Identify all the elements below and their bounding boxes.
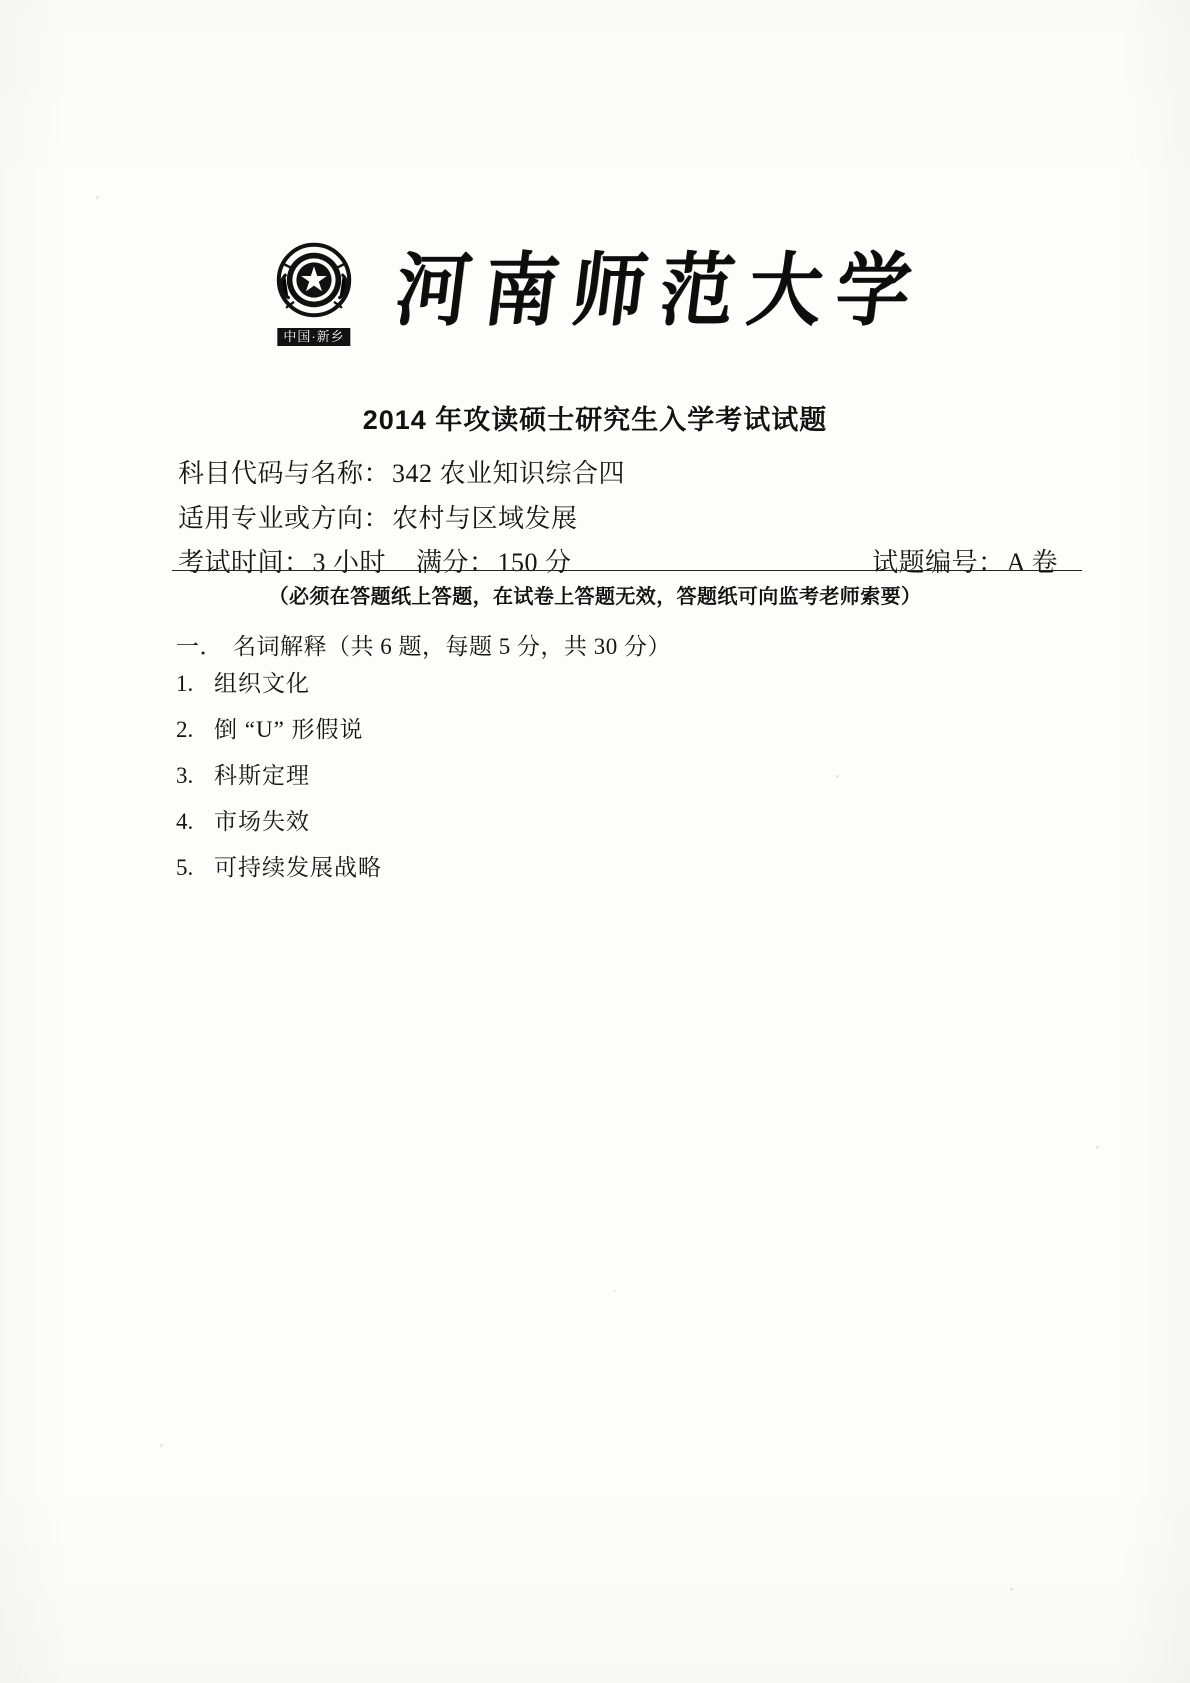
list-item: [176, 672, 1070, 695]
scan-artifact: [160, 1444, 163, 1447]
university-crest-icon: [266, 238, 362, 346]
meta-major: [178, 497, 1070, 542]
masthead: [0, 238, 1190, 346]
answer-sheet-notice: （必须在答题纸上答题，在试卷上答题无效，答题纸可向监考老师索要）: [268, 586, 922, 608]
exam-title: 2014 年攻读硕士研究生入学考试试题: [362, 405, 828, 435]
list-item: [176, 856, 1070, 879]
question-number: 5.: [176, 855, 194, 880]
university-name: 河南师范大学: [390, 247, 930, 337]
scan-artifact: [96, 196, 99, 199]
list-item: [176, 764, 1070, 787]
question-list: [176, 672, 1070, 902]
list-item: [176, 718, 1070, 741]
subject-value: 342 农业知识综合四: [392, 459, 626, 488]
question-number: 2.: [176, 717, 194, 742]
paper-no-value: A 卷: [1006, 548, 1058, 578]
meta-subject: [178, 452, 1070, 497]
section-title: 名词解释: [233, 634, 327, 659]
question-text: 市场失效: [214, 809, 310, 834]
subject-label: 科目代码与名称：: [178, 459, 391, 488]
major-value: 农村与区域发展: [392, 503, 578, 533]
question-number: 3.: [176, 763, 194, 788]
major-label: 适用专业或方向：: [178, 503, 391, 533]
header-divider: [172, 570, 1082, 571]
duration-value: 3 小时: [312, 548, 387, 578]
duration-label: 考试时间：: [178, 548, 311, 578]
question-text: 组织文化: [214, 671, 310, 696]
list-item: [176, 810, 1070, 833]
crest-caption: 中国·新乡: [277, 328, 350, 346]
question-text: 倒 “U” 形假说: [214, 717, 364, 742]
paper-no-label: 试题编号：: [872, 548, 1005, 578]
score-label: 满分：: [416, 548, 496, 578]
question-number: 4.: [176, 809, 194, 834]
section-detail: （共 6 题，每题 5 分，共 30 分）: [327, 634, 671, 659]
question-text: 科斯定理: [214, 763, 310, 788]
scan-artifact: [1010, 1588, 1013, 1591]
question-number: 1.: [176, 671, 194, 696]
question-text: 可持续发展战略: [214, 855, 382, 880]
score-value: 150 分: [497, 548, 572, 578]
section-number: 一．: [176, 634, 223, 659]
exam-meta: [178, 452, 1070, 586]
scan-artifact: [614, 1290, 616, 1292]
section-heading: [176, 628, 671, 661]
scan-artifact: [1096, 1146, 1099, 1149]
